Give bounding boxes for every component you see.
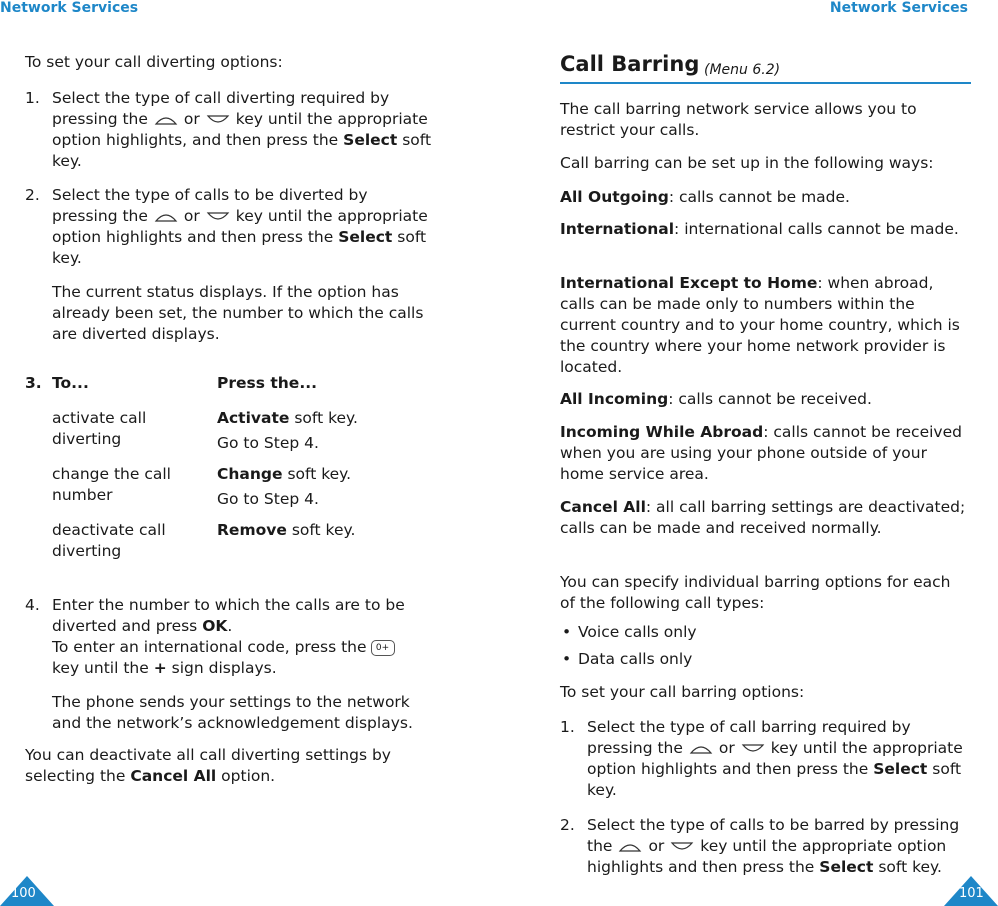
step-1-text: Select the type of call diverting required by pressing the or key until the appropriate option highlights, and then press the Select soft key. — [52, 89, 432, 170]
step-number: 2. — [25, 186, 40, 204]
status-text: The current status displays. If the option has already been set, the number to which the calls are diverted displays. — [52, 283, 424, 343]
table-row-press: Change soft key. — [217, 465, 352, 483]
step-number: 2. — [560, 816, 575, 834]
bullet-icon: • — [562, 650, 572, 668]
bullet-icon: • — [562, 623, 572, 641]
barring-option: Incoming While Abroad: calls cannot be received when you are using your phone outside of your home service area. — [560, 423, 962, 483]
barring-option: All Incoming: calls cannot be received. — [560, 390, 872, 408]
up-key-icon — [154, 114, 178, 126]
up-key-icon — [154, 211, 178, 223]
table-row-to: change the call number — [52, 465, 171, 504]
list-item: Data calls only — [578, 650, 693, 668]
list-item: Voice calls only — [578, 623, 697, 641]
intro-text: To set your call diverting options: — [25, 53, 283, 71]
running-header-left: Network Services — [0, 0, 139, 16]
table-row-extra: Go to Step 4. — [217, 434, 319, 452]
ways-paragraph: Call barring can be set up in the following ways: — [560, 154, 934, 172]
table-header-to: To... — [52, 374, 89, 392]
page-number-right: 101 — [959, 886, 984, 901]
barring-option: All Outgoing: calls cannot be made. — [560, 188, 850, 206]
section-title — [560, 50, 971, 84]
table-row-press: Remove soft key. — [217, 521, 356, 539]
step-2-text: Select the type of calls to be diverted by pressing the or key until the appropriate option highlights and then press the Select soft key. — [52, 186, 428, 267]
step-number: 1. — [25, 89, 40, 107]
intro-paragraph: The call barring network service allows you to restrict your calls. — [560, 100, 917, 139]
acknowledgement-text: The phone sends your settings to the network and the network’s acknowledgement displays. — [52, 693, 413, 732]
barring-option: Cancel All: all call barring settings are deactivated; calls can be made and received normally. — [560, 498, 966, 537]
section-title-text: Call Barring — [560, 52, 700, 76]
down-key-icon — [206, 211, 230, 223]
down-key-icon — [206, 114, 230, 126]
step-number: 3. — [25, 374, 42, 392]
step-4-text: Enter the number to which the calls are to be diverted and press OK. To enter an international code, press the 0+ key until the + sign displays. — [52, 596, 405, 677]
barring-option: International: international calls cannot be made. — [560, 220, 959, 238]
page-number-left: 100 — [11, 886, 36, 901]
barring-step-2-text: Select the type of calls to be barred by pressing the or key until the appropriate option highlights and then press the Select soft key. — [587, 816, 960, 876]
table-row-to: activate call diverting — [52, 409, 147, 448]
table-row-press: Activate soft key. — [217, 409, 358, 427]
step-number: 4. — [25, 596, 40, 614]
up-key-icon — [618, 841, 642, 853]
up-key-icon — [689, 743, 713, 755]
cancel-all-text: You can deactivate all call diverting settings by selecting the Cancel All option. — [25, 746, 391, 785]
table-header-press: Press the... — [217, 374, 317, 392]
running-header-right: Network Services — [829, 0, 968, 16]
barring-step-1-text: Select the type of call barring required by pressing the or key until the appropriate option highlights and then press the Select soft key. — [587, 718, 963, 799]
barring-option: International Except to Home: when abroad, calls can be made only to numbers within the current country and to your home country, which is the country where your home network provider is located. — [560, 274, 960, 376]
zero-key-icon: 0+ — [371, 640, 395, 656]
down-key-icon — [741, 743, 765, 755]
down-key-icon — [670, 841, 694, 853]
menu-reference: (Menu 6.2) — [704, 62, 781, 78]
step-number: 1. — [560, 718, 575, 736]
table-row-to: deactivate call diverting — [52, 521, 166, 560]
set-options-paragraph: To set your call barring options: — [560, 683, 805, 701]
table-row-extra: Go to Step 4. — [217, 490, 319, 508]
call-types-paragraph: You can specify individual barring options for each of the following call types: — [560, 573, 951, 612]
